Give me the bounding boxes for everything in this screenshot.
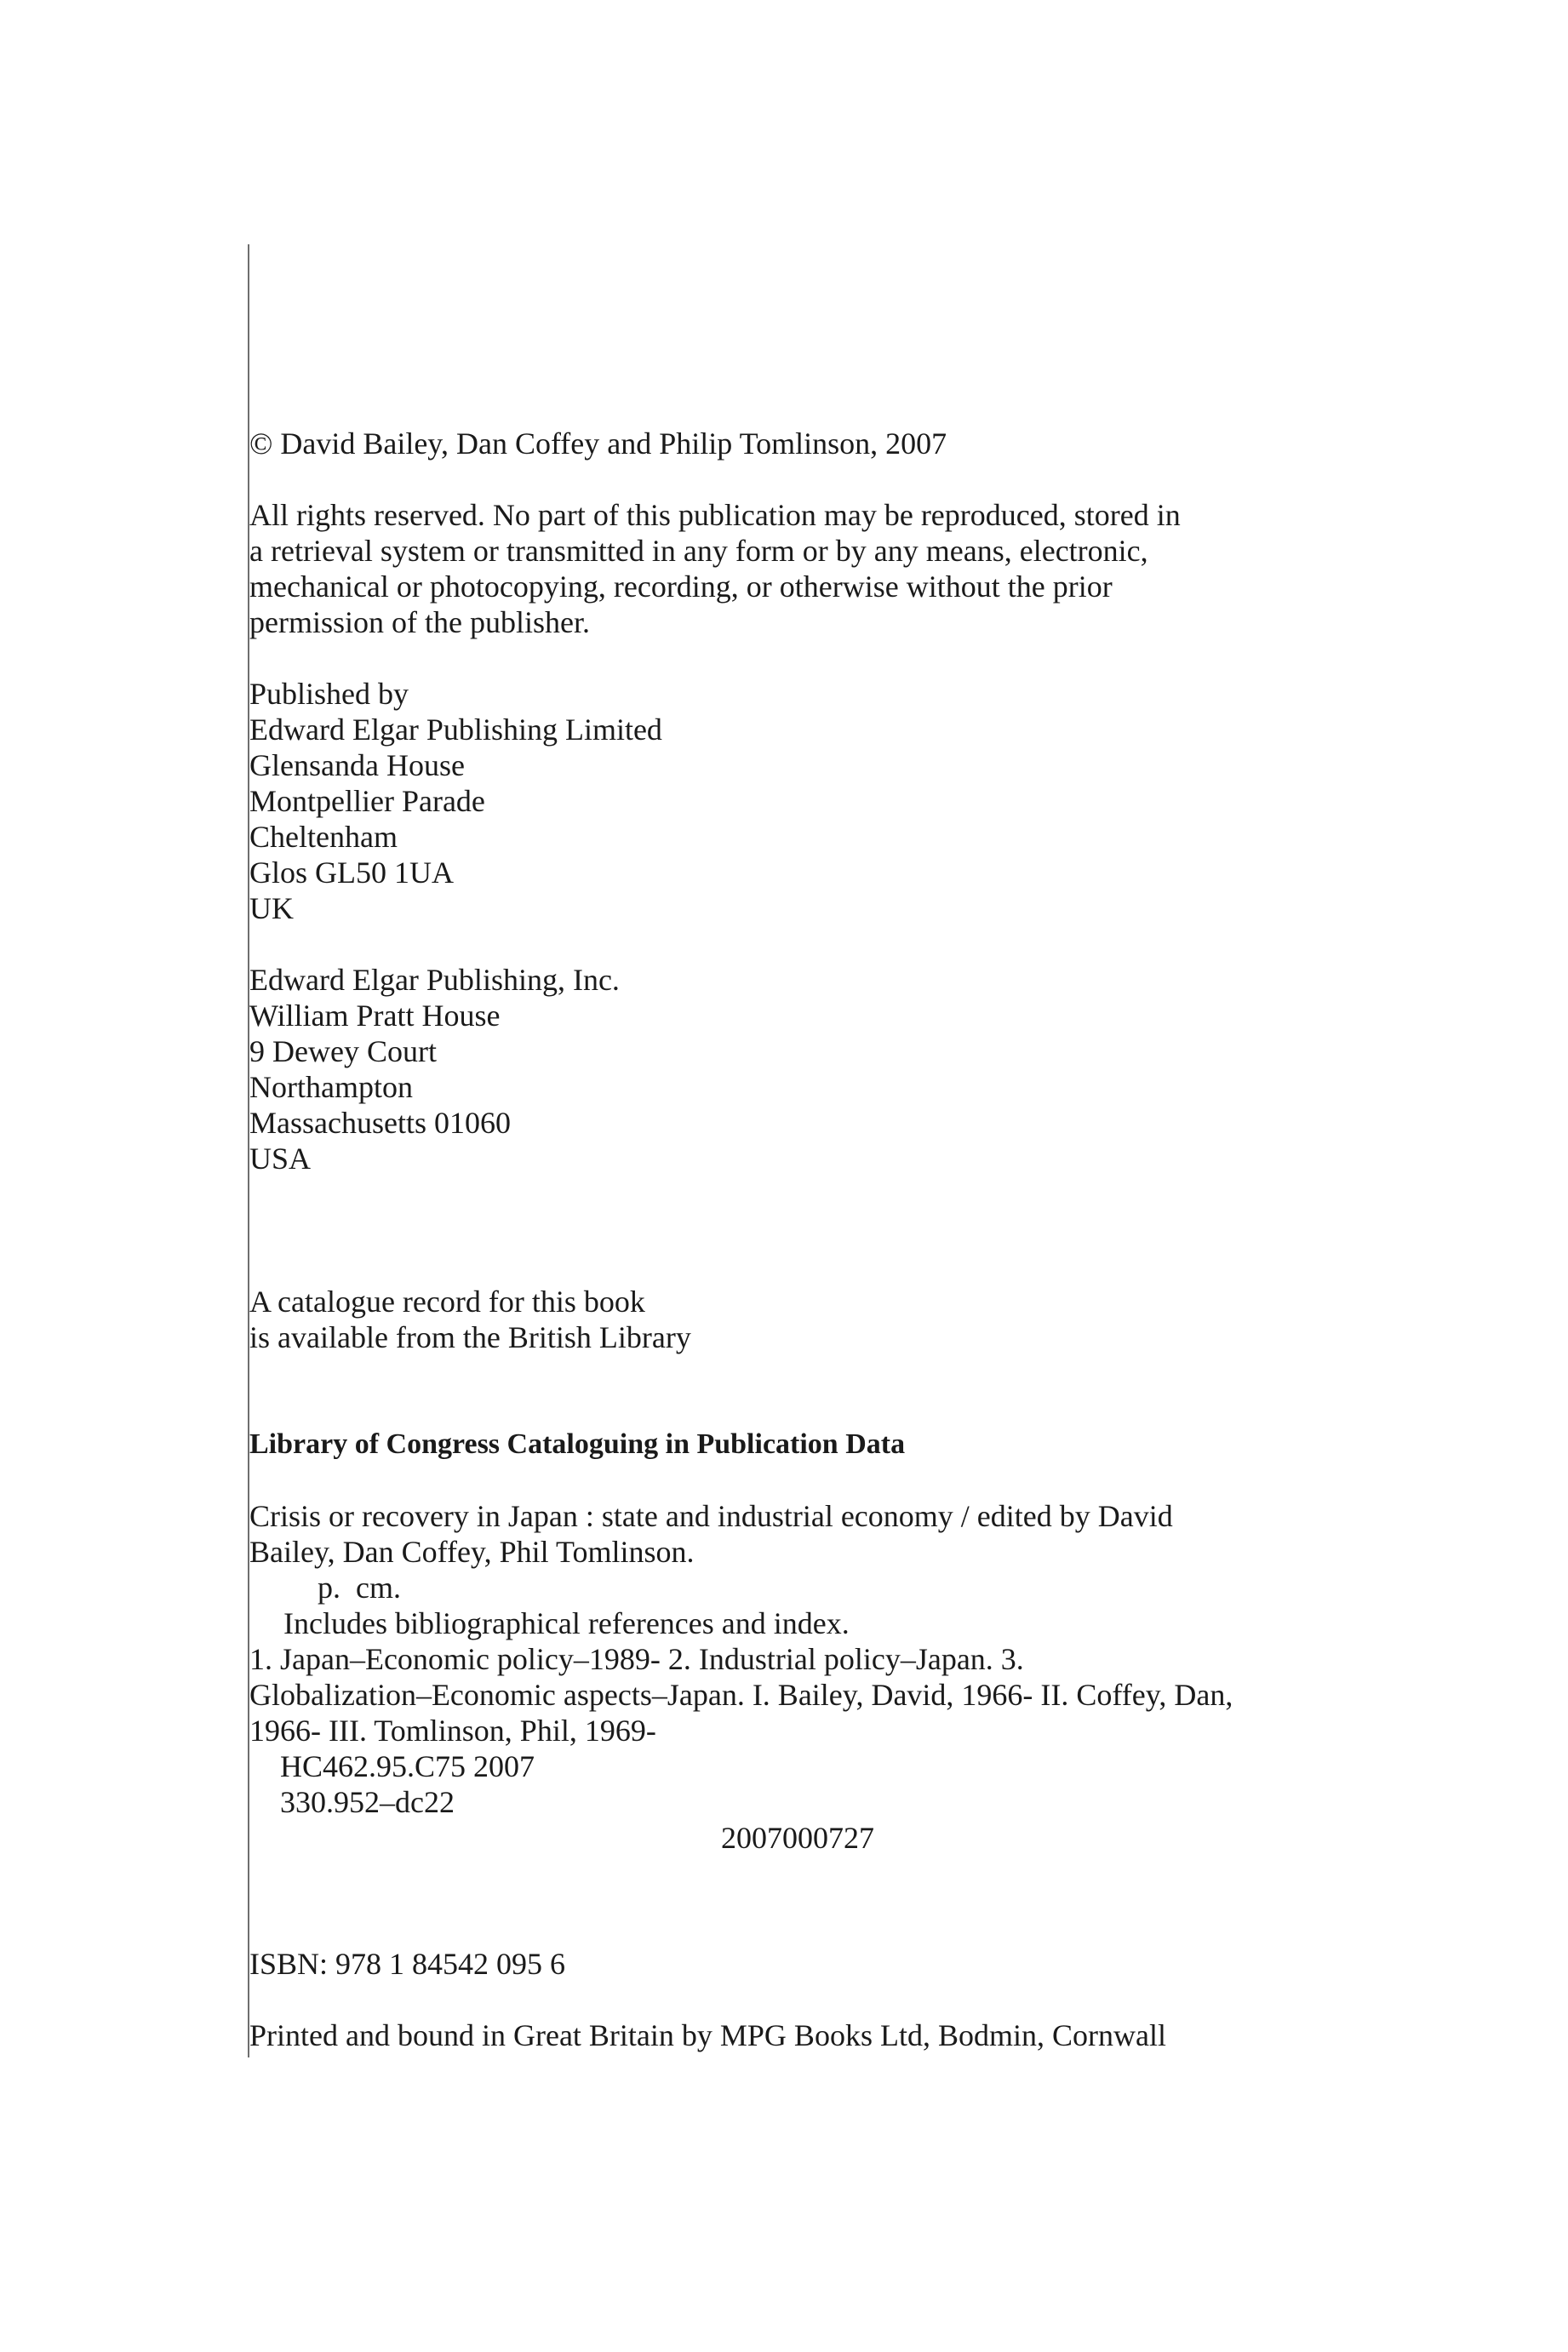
publisher-uk-line: Edward Elgar Publishing Limited <box>249 712 662 747</box>
publisher-us-line: Edward Elgar Publishing, Inc. <box>249 963 620 997</box>
cip-lc-class: HC462.95.C75 2007 <box>280 1749 535 1783</box>
published-by-label: Published by <box>249 677 409 711</box>
cip-title-line: Crisis or recovery in Japan : state and industrial economy / edited by David <box>249 1499 1173 1533</box>
cip-title-line: Bailey, Dan Coffey, Phil Tomlinson. <box>249 1535 695 1569</box>
publisher-us-line: 9 Dewey Court <box>249 1034 437 1068</box>
british-library-line: A catalogue record for this book <box>249 1285 645 1319</box>
rights-line: mechanical or photocopying, recording, or otherwise without the prior <box>249 569 1113 604</box>
rights-line: permission of the publisher. <box>249 605 590 639</box>
cip-includes: Includes bibliographical references and index. <box>283 1606 850 1640</box>
copyright-line: © David Bailey, Dan Coffey and Philip Tomlinson, 2007 <box>249 426 947 461</box>
publisher-uk-line: Glensanda House <box>249 748 465 782</box>
publisher-uk-line: Glos GL50 1UA <box>249 856 454 890</box>
publisher-us-line: Northampton <box>249 1070 413 1104</box>
publisher-us-line: William Pratt House <box>249 999 501 1033</box>
publisher-uk-line: Montpellier Parade <box>249 784 485 818</box>
publisher-us-line: Massachusetts 01060 <box>249 1106 511 1140</box>
rights-line: a retrieval system or transmitted in any form or by any means, electronic, <box>249 534 1148 568</box>
cip-subject-line: Globalization–Economic aspects–Japan. I. Bailey, David, 1966- II. Coffey, Dan, <box>249 1678 1233 1712</box>
publisher-us-line: USA <box>249 1142 312 1176</box>
loc-heading: Library of Congress Cataloguing in Publication Data <box>249 1428 906 1460</box>
cip-dewey: 330.952–dc22 <box>280 1785 455 1819</box>
cip-pages: p. cm. <box>318 1571 401 1605</box>
isbn-line: ISBN: 978 1 84542 095 6 <box>249 1947 566 1981</box>
publisher-uk-line: Cheltenham <box>249 820 398 854</box>
british-library-line: is available from the British Library <box>249 1320 691 1354</box>
copyright-page <box>249 0 1407 2352</box>
cip-subject-line: 1. Japan–Economic policy–1989- 2. Industrial policy–Japan. 3. <box>249 1642 1024 1676</box>
rights-line: All rights reserved. No part of this publication may be reproduced, stored in <box>249 498 1181 532</box>
publisher-uk-line: UK <box>249 891 294 925</box>
cip-lccn: 2007000727 <box>721 1821 874 1855</box>
cip-subject-line: 1966- III. Tomlinson, Phil, 1969- <box>249 1714 656 1748</box>
printed-line: Printed and bound in Great Britain by MPG Books Ltd, Bodmin, Cornwall <box>249 2018 1166 2052</box>
